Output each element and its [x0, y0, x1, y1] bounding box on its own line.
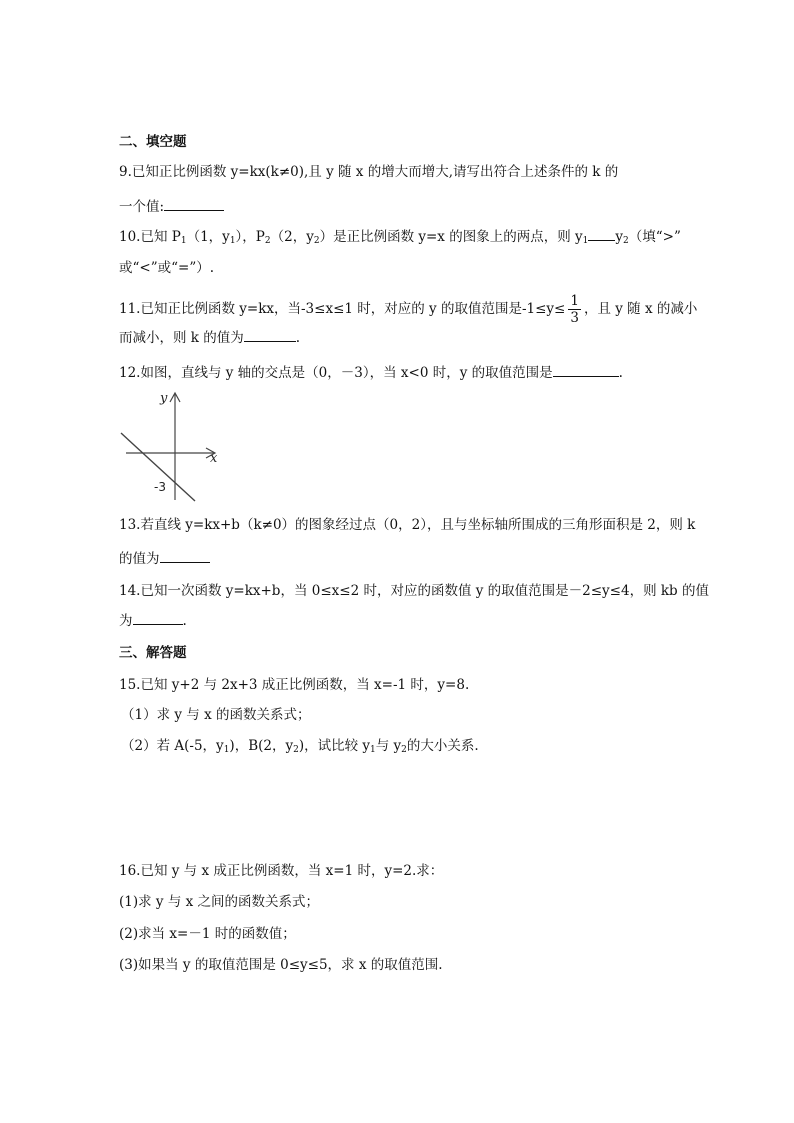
- answer-blank: [244, 329, 296, 342]
- q15-text: )，B(2，y: [229, 738, 294, 754]
- q10-text: 10.已知 P: [119, 229, 181, 245]
- question-13-line-1: 13.若直线 y=kx+b（k≠0）的图象经过点（0，2），且与坐标轴所围成的三角形面积是 2，则 k: [119, 517, 696, 533]
- question-16-part-1: (1)求 y 与 x 之间的函数关系式；: [119, 894, 320, 910]
- q13-text: 的值为: [119, 551, 160, 567]
- q10-text: ），P: [235, 229, 265, 245]
- q14-text: 为: [119, 613, 133, 629]
- subscript: 1: [180, 236, 187, 246]
- question-9-line-1: 9.已知正比例函数 y=kx(k≠0),且 y 随 x 的增大而增大,请写出符合上述条件的 k 的: [119, 164, 619, 180]
- question-15-line-1: 15.已知 y+2 与 2x+3 成正比例函数，当 x=-1 时，y=8.: [119, 677, 470, 693]
- intercept-label: -3: [154, 480, 166, 494]
- question-12-line-1: [119, 364, 623, 382]
- answer-blank: [164, 198, 224, 211]
- q10-text: （2，y: [270, 229, 314, 245]
- subscript: 1: [229, 236, 236, 246]
- q10-text: （1，y: [186, 229, 230, 245]
- answer-blank: [160, 550, 210, 563]
- q11-text: 11.已知正比例函数 y=kx，当-3≤x≤1 时，对应的 y 的取值范围是-1≤y≤: [119, 301, 566, 317]
- period: .: [618, 365, 623, 381]
- q11-text: ，且 y 随 x 的减小: [583, 301, 698, 317]
- q15-text: （2）若 A(-5，y: [121, 738, 224, 754]
- q15-text: 的大小关系.: [406, 738, 479, 754]
- subscript: 1: [223, 745, 230, 755]
- y-axis-label: y: [160, 391, 168, 406]
- fraction: [568, 293, 581, 326]
- section-heading-solve: 三、解答题: [119, 645, 187, 661]
- question-9-line-2: [119, 198, 224, 216]
- q12-text: 12.如图，直线与 y 轴的交点是（0，－3），当 x<0 时，y 的取值范围是: [119, 365, 553, 381]
- subscript: 2: [623, 236, 629, 246]
- question-10-line-2: 或“<”或“=”）.: [119, 260, 215, 276]
- q15-text: 与 y: [375, 738, 402, 754]
- question-16-part-2: (2)求当 x=－1 时的函数值；: [119, 926, 296, 942]
- subscript: 2: [401, 745, 407, 755]
- q10-text: ）是正比例函数 y=x 的图象上的两点，则 y: [319, 229, 583, 245]
- answer-blank: [553, 364, 619, 377]
- q10-text: （填“>”: [628, 229, 681, 245]
- question-15-part-1: （1）求 y 与 x 的函数关系式；: [121, 707, 311, 723]
- subscript: 1: [370, 745, 376, 755]
- question-11-line-2: [119, 329, 300, 347]
- period: .: [182, 613, 187, 629]
- subscript: 2: [313, 236, 320, 246]
- question-13-line-2: [119, 550, 210, 568]
- period: .: [295, 330, 301, 346]
- line-graph-figure: [118, 388, 228, 503]
- section-heading-fill-in: 二、填空题: [119, 134, 187, 150]
- fraction-numerator: 1: [570, 293, 579, 309]
- x-axis-label: x: [210, 451, 218, 466]
- question-15-part-2: [121, 737, 479, 755]
- answer-blank: [133, 612, 183, 625]
- q10-text: y: [615, 229, 624, 245]
- question-16-line-1: 16.已知 y 与 x 成正比例函数，当 x=1 时，y=2.求：: [119, 863, 444, 879]
- question-16-part-3: (3)如果当 y 的取值范围是 0≤y≤5，求 x 的取值范围.: [119, 957, 443, 973]
- question-10-line-1: [119, 228, 681, 246]
- q11-text: 而减小，则 k 的值为: [119, 330, 244, 346]
- question-11-line-1: [119, 293, 697, 326]
- question-14-line-2: [119, 612, 187, 630]
- q15-text: )，试比较 y: [298, 738, 371, 754]
- subscript: 2: [264, 236, 271, 246]
- subscript: 1: [582, 236, 589, 246]
- question-14-line-1: 14.已知一次函数 y=kx+b，当 0≤x≤2 时，对应的函数值 y 的取值范围是－2≤y≤4，则 kb 的值: [119, 583, 709, 599]
- question-9-text: 一个值:: [119, 199, 165, 215]
- fraction-denominator: 3: [570, 310, 579, 326]
- subscript: 2: [293, 745, 299, 755]
- answer-blank: [588, 228, 615, 241]
